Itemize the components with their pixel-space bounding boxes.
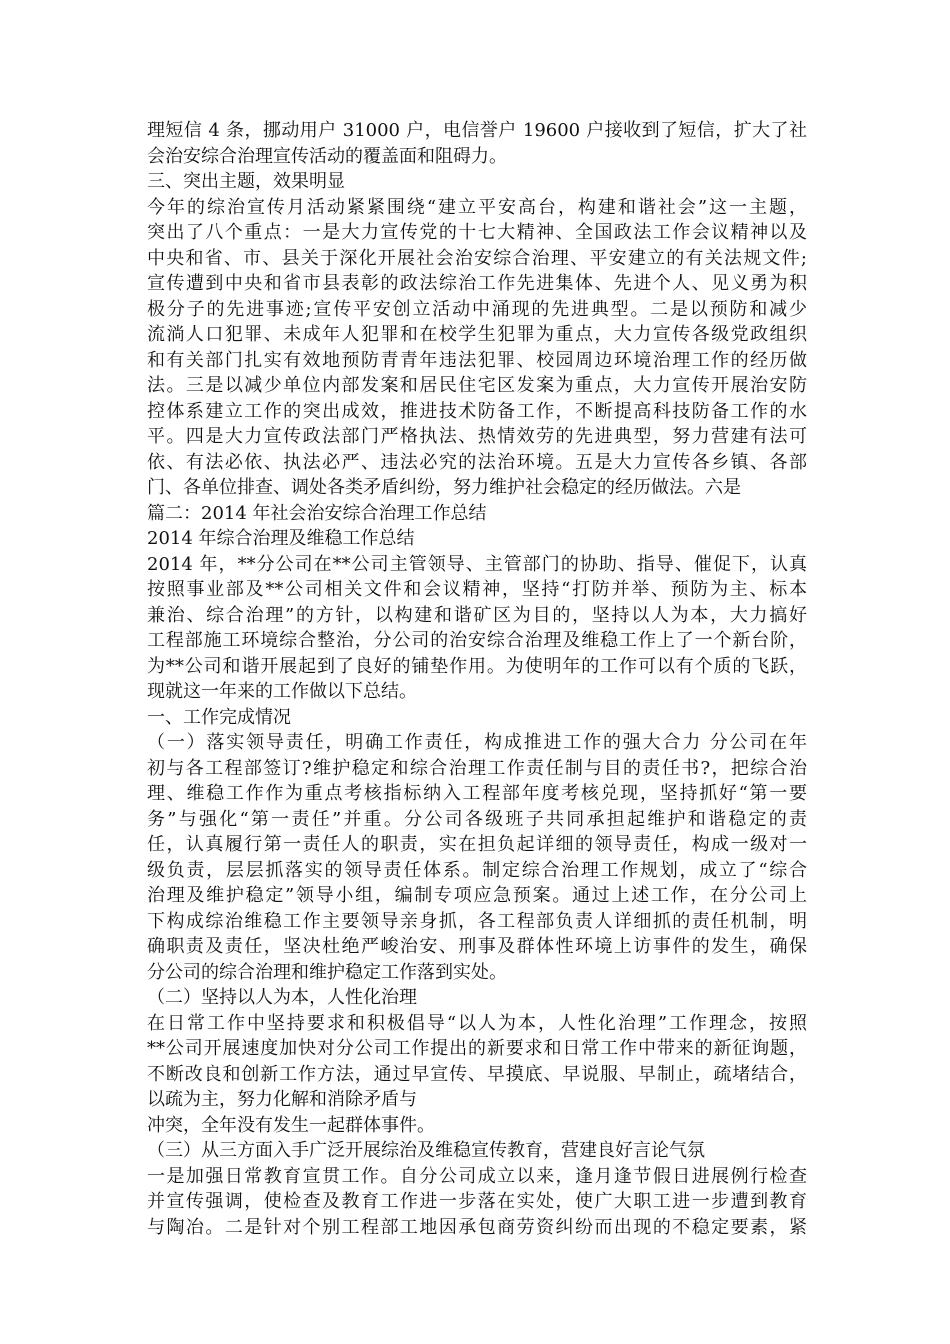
text-line: 流淌人口犯罪、未成年人犯罪和在校学生犯罪为重点，大力宣传各级党政组织 [147,324,807,345]
text-line: （一）落实领导责任，明确工作责任，构成推进工作的强大合力 分公司在年 [147,732,807,753]
text-line: 控体系建立工作的突出成效，推进技术防备工作，不断提高科技防备工作的水 [147,400,807,422]
text-line: 三、突出主题，效果明显 [147,171,345,192]
text-line: 初与各工程部签订?维护稳定和综合治理工作责任制与目的责任书?，把综合治 [147,757,807,779]
text-line: 治理及维护稳定”领导小组，编制专项应急预案。通过上述工作，在分公司上 [147,885,807,906]
text-line: 兼治、综合治理”的方针，以构建和谐矿区为目的，坚持以人为本，大力搞好 [147,604,807,626]
text-line: 现就这一年来的工作做以下总结。 [147,681,417,702]
text-line: 不断改良和创新工作方法，通过早宣传、早摸底、早说服、早制止，疏堵结合， [147,1063,807,1085]
text-line: 冲突，全年没有发生一起群体事件。 [147,1114,435,1136]
text-line: 下构成综治维稳工作主要领导亲身抓，各工程部负责人详细抓的责任机制，明 [147,910,807,932]
text-line: 依、有法必依、执法必严、违法必究的法治环境。五是大力宣传各乡镇、各部 [147,451,807,473]
text-line: 2014 年，**分公司在**公司主管领导、主管部门的协助、指导、催促下，认真 [147,553,807,575]
text-line: 理短信 4 条，挪动用户 31000 户，电信誉户 19600 户接收到了短信，扩大了社 [147,120,807,141]
text-line: 务”与强化“第一责任”并重。分公司各级班子共同承担起维护和谐稳定的责 [147,808,807,830]
text-line: 和有关部门扎实有效地预防青青年违法犯罪、校园周边环境治理工作的经历做 [147,349,807,371]
text-line: 会治安综合治理宣传活动的覆盖面和阻碍力。 [147,145,507,167]
text-line: 平。四是大力宣传政法部门严格执法、热情效劳的先进典型，努力营建有法可 [147,426,807,447]
text-line: 法。三是以减少单位内部发案和居民住宅区发案为重点，大力宣传开展治安防 [147,375,807,396]
text-line: 分公司的综合治理和维护稳定工作落到实处。 [147,961,507,983]
text-line: 今年的综治宣传月活动紧紧围绕“建立平安高台，构建和谐社会”这一主题， [147,196,807,218]
text-line: 以疏为主，努力化解和消除矛盾与 [147,1089,417,1110]
text-line: 理、维稳工作作为重点考核指标纳入工程部年度考核兑现，坚持抓好“第一要 [147,783,807,804]
text-line: 与陶冶。二是针对个别工程部工地因承包商劳资纠纷而出现的不稳定要素，紧 [147,1216,807,1238]
text-line: 工程部施工环境综合整治，分公司的治安综合治理及维稳工作上了一个新台阶， [147,630,807,651]
text-line: 中央和省、市、县关于深化开展社会治安综合治理、平安建立的有关法规文件; [147,247,807,269]
text-line: **公司开展速度加快对分公司工作提出的新要求和日常工作中带来的新征询题， [147,1038,807,1059]
text-line: 按照事业部及**公司相关文件和会议精神，坚持“打防并举、预防为主、标本 [147,579,807,600]
text-line: 极分子的先进事迹;宣传平安创立活动中涌现的先进典型。二是以预防和减少 [147,298,807,320]
text-line: 门、各单位排查、调处各类矛盾纠纷，努力维护社会稳定的经历做法。六是 [147,477,741,498]
text-line: 一、工作完成情况 [147,706,291,728]
text-line: 在日常工作中坚持要求和积极倡导“以人为本，人性化治理”工作理念，按照 [147,1012,807,1034]
text-line: 宣传遭到中央和省市县表彰的政法综治工作先进集体、先进个人、见义勇为积 [147,273,807,294]
text-line: 2014 年综合治理及维稳工作总结 [147,528,415,549]
text-line: 突出了八个重点：一是大力宣传党的十七大精神、全国政法工作会议精神以及 [147,222,807,243]
text-line: 确职责及责任，坚决杜绝严峻治安、刑事及群体性环境上访事件的发生，确保 [147,936,807,957]
text-line: （三）从三方面入手广泛开展综治及维稳宣传教育，营建良好言论气氛 [147,1140,705,1161]
document-body [147,118,807,1240]
text-line: 一是加强日常教育宣贯工作。自分公司成立以来，逢月逢节假日进展例行检查 [147,1165,807,1187]
text-line: （二）坚持以人为本，人性化治理 [147,987,417,1008]
text-line: 并宣传强调，使检查及教育工作进一步落在实处，使广大职工进一步遭到教育 [147,1191,807,1212]
text-line: 任，认真履行第一责任人的职责，实在担负起详细的领导责任，构成一级对一 [147,834,807,855]
text-line: 级负责，层层抓落实的领导责任体系。制定综合治理工作规划，成立了“综合 [147,859,807,881]
text-line: 篇二：2014 年社会治安综合治理工作总结 [147,502,487,524]
text-line: 为**公司和谐开展起到了良好的铺垫作用。为使明年的工作可以有个质的飞跃， [147,655,807,677]
